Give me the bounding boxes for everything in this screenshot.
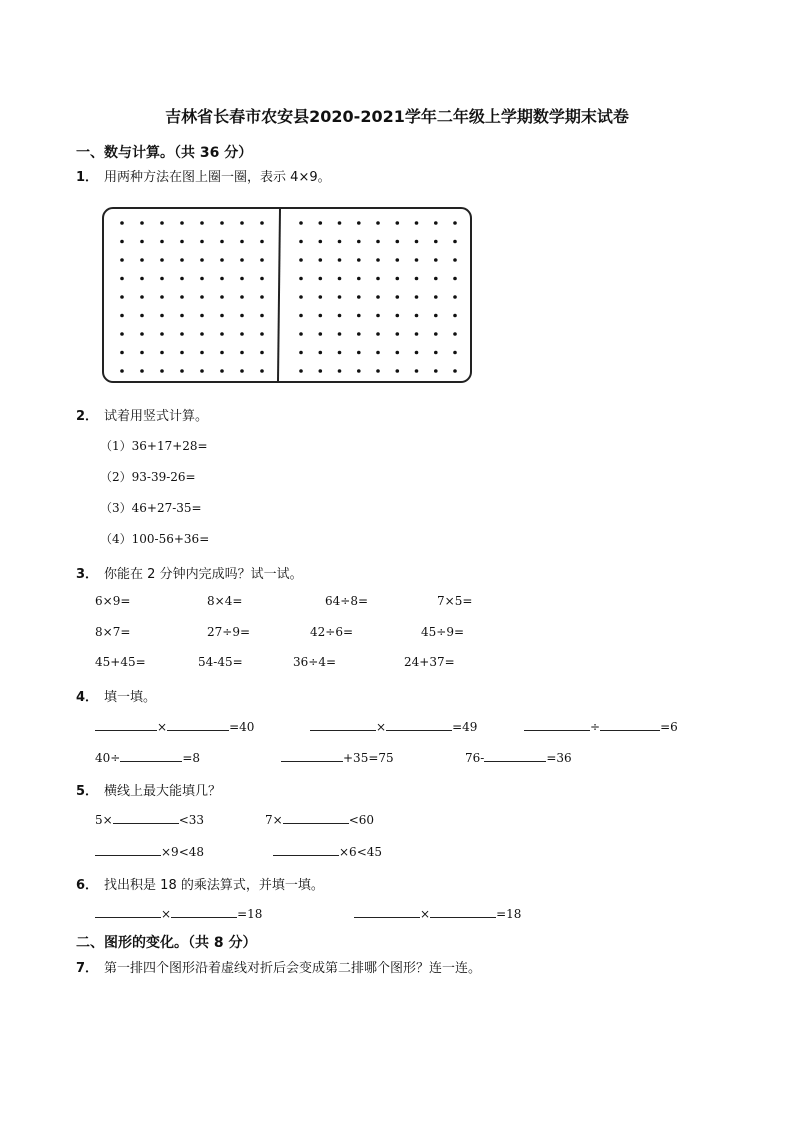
grid-dot-right (415, 295, 419, 299)
q4-eq6 (465, 749, 572, 765)
q4-eq5 (281, 749, 394, 765)
dot-grid-dots (120, 221, 457, 373)
question-7 (76, 957, 481, 976)
grid-dot-left (260, 314, 264, 318)
grid-dot-left (200, 258, 204, 262)
grid-dot-right (299, 314, 303, 318)
grid-dot-right (338, 314, 342, 318)
answer-blank[interactable] (484, 749, 546, 762)
question-4-number: 4． (76, 690, 99, 705)
q3-r3-c2: 54-45= (198, 655, 243, 669)
grid-dot-right (299, 332, 303, 336)
equals-8: =8 (182, 751, 201, 765)
equals-18: =18 (237, 907, 263, 921)
divide-sign: ÷ (590, 720, 601, 734)
grid-dot-left (240, 369, 244, 373)
grid-dot-left (260, 258, 264, 262)
grid-dot-left (200, 295, 204, 299)
grid-dot-left (180, 314, 184, 318)
grid-dot-right (376, 221, 380, 225)
grid-dot-left (260, 295, 264, 299)
answer-blank[interactable] (95, 905, 161, 918)
grid-dot-left (200, 240, 204, 244)
grid-dot-right (434, 295, 438, 299)
grid-dot-right (357, 240, 361, 244)
q3-r3-c1: 45+45= (95, 655, 146, 669)
grid-dot-right (396, 314, 400, 318)
question-6-text: 找出积是 18 的乘法算式，并填一填。 (104, 878, 324, 893)
q3-r3-c3: 36÷4= (293, 655, 337, 669)
grid-dot-left (220, 351, 224, 355)
grid-dot-right (396, 277, 400, 281)
grid-dot-right (357, 295, 361, 299)
grid-dot-left (200, 351, 204, 355)
grid-dot-right (319, 221, 323, 225)
equals-18: =18 (496, 907, 522, 921)
grid-dot-right (319, 295, 323, 299)
grid-dot-right (453, 295, 457, 299)
grid-dot-left (160, 240, 164, 244)
question-2 (76, 405, 208, 424)
grid-dot-right (338, 277, 342, 281)
times-sign: × (420, 907, 431, 921)
grid-dot-right (434, 240, 438, 244)
question-3-number: 3． (76, 567, 99, 582)
question-3-text: 你能在 2 分钟内完成吗？试一试。 (104, 567, 303, 582)
grid-dot-right (415, 258, 419, 262)
question-1 (76, 166, 331, 185)
grid-dot-right (357, 277, 361, 281)
grid-dot-left (180, 332, 184, 336)
grid-dot-right (338, 351, 342, 355)
q3-r1-c3: 64÷8= (325, 594, 369, 608)
grid-dot-left (140, 258, 144, 262)
grid-dot-left (240, 258, 244, 262)
grid-dot-left (240, 221, 244, 225)
grid-dot-left (240, 314, 244, 318)
question-1-number: 1． (76, 170, 99, 185)
grid-dot-left (240, 277, 244, 281)
grid-dot-right (338, 369, 342, 373)
q3-r2-c4: 45÷9= (421, 625, 465, 639)
q6-eq1 (95, 905, 262, 921)
grid-dot-left (140, 221, 144, 225)
answer-blank[interactable] (281, 749, 343, 762)
grid-dot-right (415, 277, 419, 281)
answer-blank[interactable] (95, 843, 161, 856)
question-7-text: 第一排四个图形沿着虚线对折后会变成第二排哪个图形？连一连。 (104, 961, 482, 976)
grid-dot-right (453, 277, 457, 281)
answer-blank[interactable] (167, 718, 229, 731)
grid-dot-left (200, 221, 204, 225)
q4-eq1 (95, 718, 254, 734)
answer-blank[interactable] (120, 749, 182, 762)
grid-dot-left (260, 277, 264, 281)
answer-blank[interactable] (430, 905, 496, 918)
grid-dot-right (319, 240, 323, 244)
grid-dot-left (180, 295, 184, 299)
grid-dot-right (434, 332, 438, 336)
grid-dot-right (376, 240, 380, 244)
section-1-heading: 一、数与计算。（共 36 分） (76, 145, 253, 161)
grid-dot-right (338, 240, 342, 244)
grid-dot-left (180, 351, 184, 355)
grid-dot-left (240, 351, 244, 355)
q3-r2-c1: 8×7= (95, 625, 131, 639)
grid-dot-right (319, 351, 323, 355)
grid-dot-left (160, 221, 164, 225)
q3-r3-c4: 24+37= (404, 655, 455, 669)
q5-eq1 (95, 811, 204, 827)
answer-blank[interactable] (171, 905, 237, 918)
forty-divided: 40÷ (95, 751, 121, 765)
grid-dot-right (299, 240, 303, 244)
question-6-number: 6． (76, 878, 99, 893)
grid-dot-right (338, 332, 342, 336)
question-4 (76, 686, 156, 705)
equals-49: =49 (452, 720, 478, 734)
q3-r2-c3: 42÷6= (310, 625, 354, 639)
times-6-less-than-45: ×6<45 (339, 845, 383, 859)
grid-dot-right (376, 332, 380, 336)
grid-dot-left (120, 258, 124, 262)
grid-dot-left (200, 369, 204, 373)
grid-dot-right (453, 258, 457, 262)
grid-dot-right (396, 295, 400, 299)
grid-dot-left (120, 295, 124, 299)
grid-dot-right (453, 314, 457, 318)
grid-dot-right (396, 332, 400, 336)
q2-item-1: （1）36+17+28= (100, 439, 208, 453)
grid-dot-right (434, 258, 438, 262)
grid-dot-right (396, 258, 400, 262)
grid-dot-left (160, 332, 164, 336)
answer-blank[interactable] (386, 718, 452, 731)
equals-40: =40 (229, 720, 255, 734)
grid-dot-left (260, 332, 264, 336)
grid-dot-right (357, 221, 361, 225)
grid-dot-right (415, 369, 419, 373)
answer-blank[interactable] (95, 718, 157, 731)
page-title: 吉林省长春市农安县2020-2021学年二年级上学期数学期末试卷 (165, 107, 629, 126)
grid-dot-right (299, 277, 303, 281)
question-7-number: 7． (76, 961, 99, 976)
grid-dot-right (434, 221, 438, 225)
times-sign: × (376, 720, 387, 734)
grid-dot-right (376, 258, 380, 262)
grid-dot-left (120, 351, 124, 355)
grid-dot-left (220, 277, 224, 281)
question-4-text: 填一填。 (104, 690, 157, 705)
answer-blank[interactable] (273, 843, 339, 856)
grid-dot-right (319, 314, 323, 318)
grid-dot-left (180, 369, 184, 373)
plus-35-equals-75: +35=75 (343, 751, 394, 765)
grid-dot-right (434, 314, 438, 318)
grid-dot-right (319, 332, 323, 336)
q2-item-2: （2）93-39-26= (100, 470, 196, 484)
grid-dot-left (140, 369, 144, 373)
grid-dot-left (260, 351, 264, 355)
grid-dot-right (396, 240, 400, 244)
grid-dot-left (220, 295, 224, 299)
grid-dot-left (120, 240, 124, 244)
q2-item-4: （4）100-56+36= (100, 532, 210, 546)
times-9-less-than-48: ×9<48 (161, 845, 205, 859)
answer-blank[interactable] (113, 811, 179, 824)
grid-dot-left (240, 295, 244, 299)
q3-r1-c1: 6×9= (95, 594, 131, 608)
grid-dot-left (120, 369, 124, 373)
grid-dot-left (200, 332, 204, 336)
grid-dot-left (180, 221, 184, 225)
grid-dot-right (338, 258, 342, 262)
seventy-six-minus: 76- (465, 751, 485, 765)
q5-eq4 (273, 843, 382, 859)
grid-dot-right (396, 351, 400, 355)
grid-dot-left (180, 258, 184, 262)
grid-dot-left (180, 277, 184, 281)
grid-dot-right (396, 369, 400, 373)
grid-dot-left (140, 351, 144, 355)
equals-6: =6 (660, 720, 678, 734)
section-2-heading: 二、图形的变化。（共 8 分） (76, 935, 257, 951)
q4-eq2 (310, 718, 477, 734)
grid-dot-left (180, 240, 184, 244)
grid-dot-right (376, 295, 380, 299)
times-sign: × (161, 907, 172, 921)
q3-r1-c4: 7×5= (437, 594, 473, 608)
grid-dot-right (338, 221, 342, 225)
grid-dot-right (415, 240, 419, 244)
q6-eq2 (354, 905, 521, 921)
grid-dot-right (357, 351, 361, 355)
grid-dot-right (319, 258, 323, 262)
grid-dot-left (220, 240, 224, 244)
five-times: 5× (95, 813, 113, 827)
grid-dot-left (120, 221, 124, 225)
grid-dot-right (434, 277, 438, 281)
grid-dot-left (260, 369, 264, 373)
grid-dot-left (220, 332, 224, 336)
grid-dot-right (338, 295, 342, 299)
grid-dot-left (220, 369, 224, 373)
answer-blank[interactable] (600, 718, 660, 731)
grid-dot-left (120, 314, 124, 318)
grid-dot-left (160, 369, 164, 373)
grid-dot-right (396, 221, 400, 225)
grid-dot-left (260, 240, 264, 244)
grid-dot-right (434, 369, 438, 373)
question-1-text: 用两种方法在图上圈一圈，表示 4×9。 (104, 170, 331, 185)
q2-item-3: （3）46+27-35= (100, 501, 202, 515)
q3-r2-c2: 27÷9= (207, 625, 251, 639)
grid-dot-right (299, 258, 303, 262)
question-6 (76, 874, 324, 893)
grid-dot-left (140, 277, 144, 281)
dot-grid-border (103, 208, 471, 382)
answer-blank[interactable] (524, 718, 590, 731)
answer-blank[interactable] (283, 811, 349, 824)
question-2-text: 试着用竖式计算。 (104, 409, 209, 424)
grid-dot-right (357, 332, 361, 336)
question-5 (76, 780, 221, 799)
dot-grid-divider (278, 209, 280, 381)
grid-dot-right (319, 277, 323, 281)
grid-dot-right (299, 221, 303, 225)
grid-dot-left (220, 258, 224, 262)
grid-dot-right (453, 240, 457, 244)
grid-dot-left (160, 351, 164, 355)
grid-dot-left (240, 332, 244, 336)
q4-eq3 (524, 718, 678, 734)
grid-dot-left (160, 258, 164, 262)
grid-dot-left (140, 314, 144, 318)
grid-dot-right (319, 369, 323, 373)
q5-eq2 (265, 811, 374, 827)
grid-dot-right (299, 369, 303, 373)
grid-dot-right (376, 351, 380, 355)
grid-dot-left (200, 277, 204, 281)
dot-grid-figure (102, 207, 472, 383)
grid-dot-left (120, 332, 124, 336)
question-2-number: 2． (76, 409, 99, 424)
question-5-text: 横线上最大能填几？ (104, 784, 222, 799)
question-5-number: 5． (76, 784, 99, 799)
q5-eq3 (95, 843, 204, 859)
equals-36: =36 (546, 751, 572, 765)
less-than-60: <60 (348, 813, 375, 827)
grid-dot-right (376, 314, 380, 318)
times-sign: × (157, 720, 168, 734)
grid-dot-left (140, 240, 144, 244)
grid-dot-left (160, 277, 164, 281)
grid-dot-left (220, 221, 224, 225)
grid-dot-left (140, 295, 144, 299)
grid-dot-right (415, 221, 419, 225)
grid-dot-right (357, 314, 361, 318)
grid-dot-right (453, 369, 457, 373)
seven-times: 7× (265, 813, 283, 827)
grid-dot-right (357, 369, 361, 373)
answer-blank[interactable] (310, 718, 376, 731)
grid-dot-right (453, 221, 457, 225)
grid-dot-right (415, 332, 419, 336)
grid-dot-right (299, 295, 303, 299)
grid-dot-right (415, 351, 419, 355)
grid-dot-right (376, 369, 380, 373)
grid-dot-right (357, 258, 361, 262)
grid-dot-left (160, 314, 164, 318)
grid-dot-left (240, 240, 244, 244)
grid-dot-right (453, 332, 457, 336)
grid-dot-right (376, 277, 380, 281)
answer-blank[interactable] (354, 905, 420, 918)
grid-dot-right (453, 351, 457, 355)
grid-dot-left (120, 277, 124, 281)
question-3 (76, 563, 303, 582)
less-than-33: <33 (178, 813, 205, 827)
grid-dot-right (434, 351, 438, 355)
grid-dot-left (160, 295, 164, 299)
grid-dot-left (260, 221, 264, 225)
grid-dot-left (220, 314, 224, 318)
grid-dot-left (200, 314, 204, 318)
q3-r1-c2: 8×4= (207, 594, 243, 608)
q4-eq4 (95, 749, 200, 765)
grid-dot-right (299, 351, 303, 355)
grid-dot-left (140, 332, 144, 336)
grid-dot-right (415, 314, 419, 318)
